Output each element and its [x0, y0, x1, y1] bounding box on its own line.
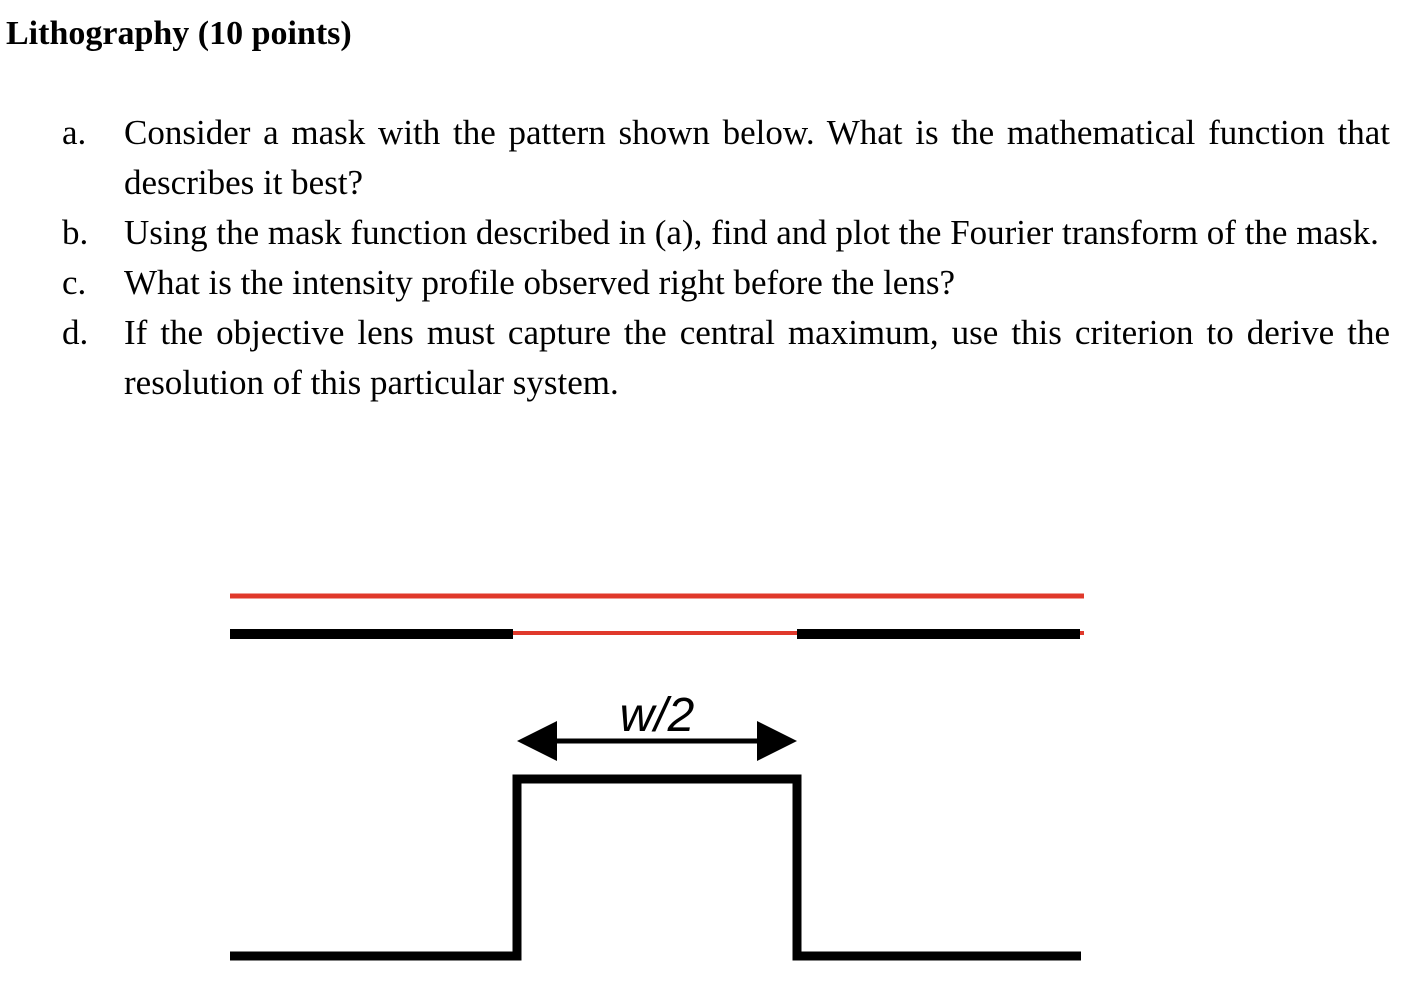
question-text: If the objective lens must capture the central maximum, use this criterion to derive the resolution of this particular system.	[124, 313, 1390, 402]
question-letter: b.	[62, 213, 89, 252]
question-text: Consider a mask with the pattern shown below. What is the mathematical function that describes it best?	[124, 113, 1390, 202]
question-a	[62, 108, 1390, 208]
question-letter: d.	[62, 313, 89, 352]
problem-title: Lithography (10 points)	[6, 15, 352, 52]
question-text: What is the intensity profile observed right before the lens?	[124, 263, 955, 302]
question-text: Using the mask function described in (a), find and plot the Fourier transform of the mask.	[124, 213, 1379, 252]
question-letter: c.	[62, 263, 87, 302]
transmission-profile	[230, 779, 1081, 956]
width-label: w/2	[619, 689, 695, 742]
question-list	[62, 108, 1390, 408]
question-letter: a.	[62, 113, 87, 152]
question-b	[62, 208, 1390, 258]
question-c	[62, 258, 1390, 308]
question-d	[62, 308, 1390, 408]
